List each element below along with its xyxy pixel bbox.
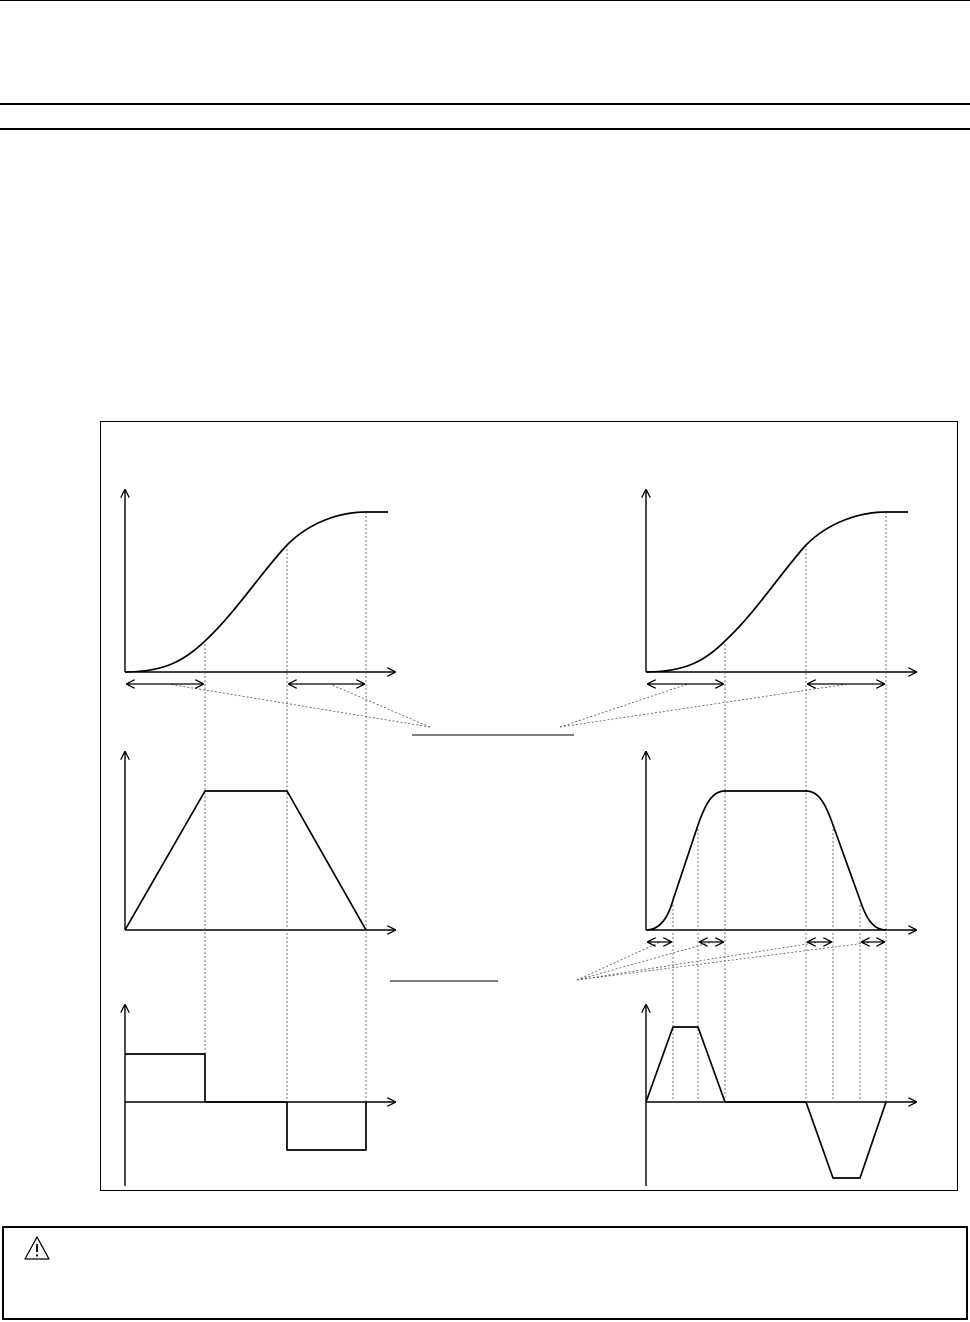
callout-leader-2 (330, 684, 430, 727)
callout-leader-7 (577, 942, 820, 980)
right-position-curve (646, 512, 908, 672)
guide-lines (168, 512, 886, 1150)
left-position-curve (125, 512, 388, 672)
interval-arrows (127, 684, 884, 942)
callout-leader-6 (577, 942, 712, 980)
caution-box (2, 1226, 968, 1320)
right-velocity-curve (646, 791, 886, 930)
left-velocity-curve (125, 791, 366, 930)
callout-underlines (390, 735, 574, 981)
curves (125, 512, 908, 1178)
callout-leader-3 (560, 684, 688, 727)
callout-leader-1 (168, 684, 430, 727)
axes (125, 490, 916, 1186)
callout-leader-8 (577, 942, 873, 980)
callout-leader-4 (560, 684, 848, 727)
warning-triangle-icon (23, 1235, 51, 1261)
